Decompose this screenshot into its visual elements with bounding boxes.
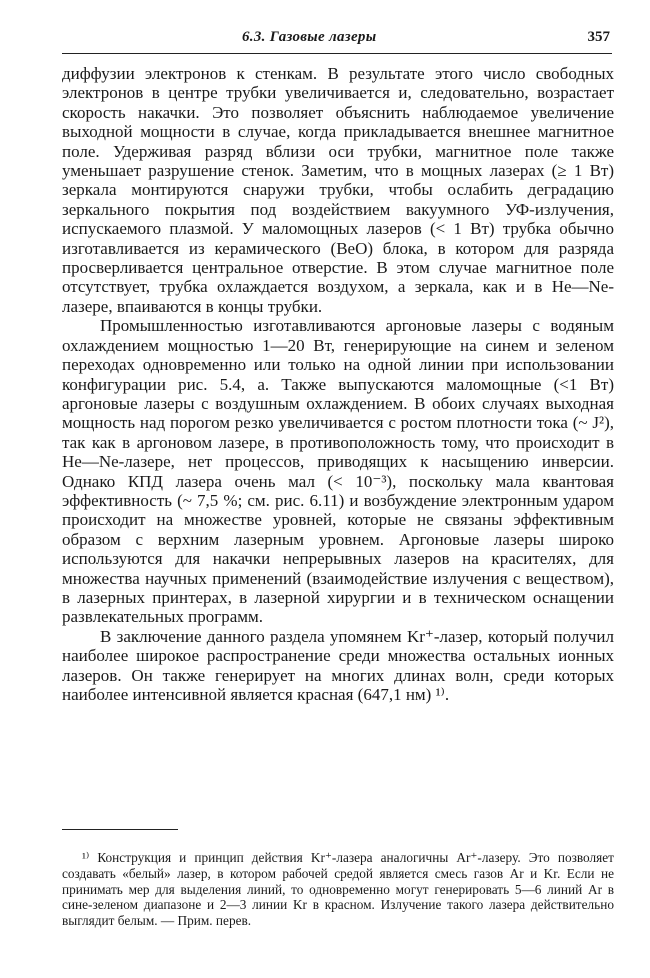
footnote: ¹⁾ Конструкция и принцип действия Kr⁺-лазера аналогичны Ar⁺-лазеру. Это позволяет создавать «белый» лазер, в котором рабочей средой является смесь газов Ar и Kr. Если не принимать мер для выделения линий, то одновременно могут генерировать 5—6 линий Ar в сине-зеленом диапазоне и 2—3 линии Kr в красном. Излучение такого лазера действительно выглядит белым. — Прим. перев. [62, 850, 614, 929]
footnote-divider [62, 829, 178, 830]
paragraph-krypton-laser: В заключение данного раздела упомянем Kr⁺-лазер, который получил наиболее широкое распространение среди множества остальных ионных лазеров. Он также генерирует на многих длинах волн, среди которых наиболее интенсивной является красная (647,1 нм) ¹⁾. [62, 626, 614, 704]
body-text [62, 64, 614, 704]
page-number: 357 [587, 29, 610, 45]
section-title: 6.3. Газовые лазеры [242, 29, 377, 45]
paragraph-argon-lasers: Промышленностью изготавливаются аргоновые лазеры с водяным охлаждением мощностью 1—20 Вт, генерирующие на синем и зеленом переходах одновременно или только на одной линии при использовании конфигурации рис. 5.4, а. Также выпускаются маломощные (<1 Вт) аргоновые лазеры с воздушным охлаждением. В обоих случаях выходная мощность над порогом резко увеличивается с ростом плотности тока (~ J²), так как в аргоновом лазере, в противоположность тому, что происходит в He—Ne-лазере, нет процессов, приводящих к насыщению инверсии. Однако КПД лазера очень мал (< 10⁻³), поскольку мала квантовая эффективность (~ 7,5 %; см. рис. 6.11) и возбуждение электронным ударом происходит на множестве уровней, которые не связаны эффективным образом с верхним лазерным уровнем. Аргоновые лазеры широко используются для накачки непрерывных лазеров на красителях, для множества научных применений (взаимодействие излучения с веществом), в лазерных принтерах, в лазерной хирургии и в техническом оснащении развлекательных программ. [62, 316, 614, 627]
running-header [62, 25, 612, 54]
paragraph-continuation: диффузии электронов к стенкам. В результате этого число свободных электронов в центре трубки увеличивается и, следовательно, возрастает скорость накачки. Это позволяет объяснить наблюдаемое увеличение выходной мощности в случае, когда прикладывается внешнее магнитное поле. Удерживая разряд вблизи оси трубки, магнитное поле также уменьшает разрушение стенок. Заметим, что в мощных лазерах (≥ 1 Вт) зеркала монтируются снаружи трубки, чтобы ослабить деградацию зеркального покрытия под воздействием вакуумного УФ-излучения, испускаемого плазмой. У маломощных лазеров (< 1 Вт) трубка обычно изготавливается из керамического (BeO) блока, в котором для разряда просверливается центральное отверстие. В этом случае магнитное поле отсутствует, трубка охлаждается воздухом, а зеркала, как и в He—Ne-лазере, впаиваются в концы трубки. [62, 64, 614, 316]
